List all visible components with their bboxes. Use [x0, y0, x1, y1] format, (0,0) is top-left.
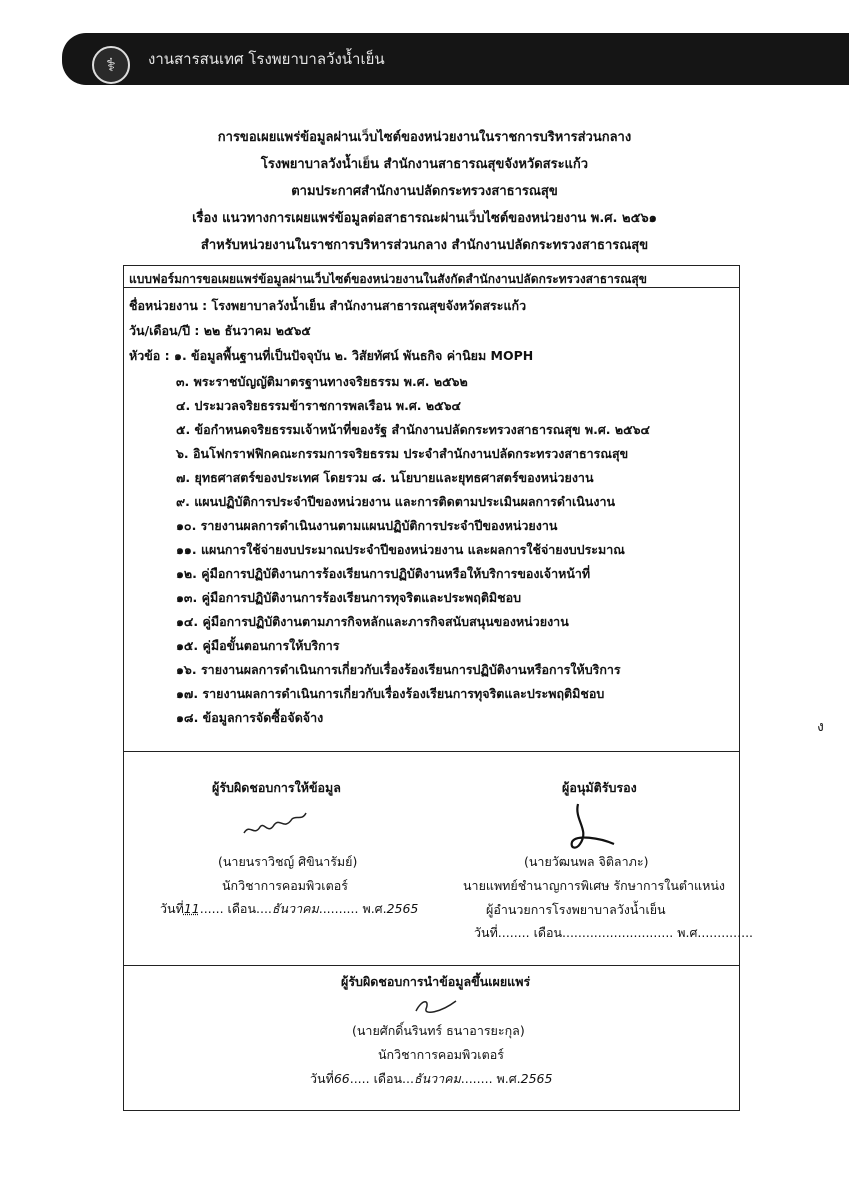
topics-divider [123, 751, 740, 752]
publisher-role: ผู้รับผิดชอบการนำข้อมูลขึ้นเผยแพร่ [341, 974, 531, 989]
left-signature [240, 805, 310, 845]
left-signer-date: วันที่11...... เดือน....ธันวาคม.......... พ.ศ.2565 [160, 901, 419, 916]
heading-line-3: ตามประกาศสำนักงานปลัดกระทรวงสาธารณสุข [291, 184, 558, 199]
banner-title: งานสารสนเทศ โรงพยาบาลวังน้ำเย็น [148, 50, 385, 68]
topic-item: ๕. ข้อกำหนดจริยธรรมเจ้าหน้าที่ของรัฐ สำนักงานปลัดกระทรวงสาธารณสุข พ.ศ. ๒๕๖๔ [176, 422, 651, 437]
signatures-divider [123, 965, 740, 966]
heading-line-2: โรงพยาบาลวังน้ำเย็น สำนักงานสาธารณสุขจังหวัดสระแก้ว [260, 157, 589, 172]
topic-item: ๑๔. คู่มือการปฏิบัติงานตามภารกิจหลักและภารกิจสนับสนุนของหน่วยงาน [176, 614, 569, 629]
hospital-logo-icon: ⚕ [92, 46, 130, 84]
right-signer-role: ผู้อนุมัติรับรอง [562, 780, 637, 795]
heading-line-5: สำหรับหน่วยงานในราชการบริหารส่วนกลาง สำนักงานปลัดกระทรวงสาธารณสุข [200, 238, 649, 253]
scan-mark: ง [817, 719, 824, 735]
topic-item: ๑๗. รายงานผลการดำเนินการเกี่ยวกับเรื่องร้องเรียนการทุจริตและประพฤติมิชอบ [176, 686, 605, 701]
form-title: แบบฟอร์มการขอเผยแพร่ข้อมูลผ่านเว็บไซต์ของหน่วยงานในสังกัดสำนักงานปลัดกระทรวงสาธารณสุข [129, 272, 647, 286]
right-signer-date: วันที่........ เดือน............................ พ.ศ.............. [474, 925, 754, 940]
topic-item: ๔. ประมวลจริยธรรมข้าราชการพลเรือน พ.ศ. ๒๕๖๔ [176, 398, 461, 413]
topic-item: ๑๘. ข้อมูลการจัดซื้อจัดจ้าง [176, 710, 324, 725]
topic-item: ๓. พระราชบัญญัติมาตรฐานทางจริยธรรม พ.ศ. ๒๕๖๒ [176, 374, 468, 389]
publisher-name: (นายศักดิ์นรินทร์ ธนาอารยะกุล) [352, 1023, 525, 1038]
topic-item: ๑๑. แผนการใช้จ่ายงบประมาณประจำปีของหน่วยงาน และผลการใช้จ่ายงบประมาณ [176, 542, 625, 557]
topic-item: ๑๓. คู่มือการปฏิบัติงานการร้องเรียนการทุจริตและประพฤติมิชอบ [176, 590, 522, 605]
topic-item: ๑๐. รายงานผลการดำเนินงานตามแผนปฏิบัติการประจำปีของหน่วยงาน [176, 518, 558, 533]
topic-item: ๑๒. คู่มือการปฏิบัติงานการร้องเรียนการปฏิบัติงานหรือให้บริการของเจ้าหน้าที่ [176, 566, 591, 581]
left-signer-position: นักวิชาการคอมพิวเตอร์ [222, 878, 348, 893]
left-signer-role: ผู้รับผิดชอบการให้ข้อมูล [212, 780, 341, 795]
right-signer-position: นายแพทย์ชำนาญการพิเศษ รักษาการในตำแหน่ง [463, 878, 725, 893]
topic-item: ๑๖. รายงานผลการดำเนินการเกี่ยวกับเรื่องร้องเรียนการปฏิบัติงานหรือการให้บริการ [176, 662, 621, 677]
topic-item: ๑๕. คู่มือขั้นตอนการให้บริการ [176, 638, 340, 653]
topic-item: ๗. ยุทธศาสตร์ของประเทศ โดยรวม ๘. นโยบายและยุทธศาสตร์ของหน่วยงาน [176, 470, 594, 485]
topic-item: ๙. แผนปฏิบัติการประจำปีของหน่วยงาน และการติดตามประเมินผลการดำเนินงาน [176, 494, 616, 509]
unit-name: ชื่อหน่วยงาน : โรงพยาบาลวังน้ำเย็น สำนักงานสาธารณสุขจังหวัดสระแก้ว [129, 298, 527, 313]
publisher-date: วันที่66..... เดือน...ธันวาคม........ พ.ศ.2565 [310, 1071, 553, 1086]
right-signer-name: (นายวัฒนพล จิติลาภะ) [524, 854, 649, 869]
form-date: วัน/เดือน/ปี : ๒๒ ธันวาคม ๒๕๖๕ [129, 323, 311, 338]
right-signature [560, 800, 620, 855]
heading-line-4: เรื่อง แนวทางการเผยแพร่ข้อมูลต่อสาธารณะผ่านเว็บไซต์ของหน่วยงาน พ.ศ. ๒๕๖๑ [192, 211, 657, 226]
topic-item: ๖. อินโฟกราฟฟิกคณะกรรมการจริยธรรม ประจำสำนักงานปลัดกระทรวงสาธารณสุข [176, 446, 629, 461]
publisher-position: นักวิชาการคอมพิวเตอร์ [378, 1047, 504, 1062]
heading-line-1: การขอเผยแพร่ข้อมูลผ่านเว็บไซต์ของหน่วยงานในราชการบริหารส่วนกลาง [217, 130, 632, 145]
publisher-signature [412, 995, 462, 1017]
right-signer-position-2: ผู้อำนวยการโรงพยาบาลวังน้ำเย็น [486, 902, 666, 917]
topic-first: หัวข้อ : ๑. ข้อมูลพื้นฐานที่เป็นปัจจุบัน ๒. วิสัยทัศน์ พันธกิจ ค่านิยม MOPH [129, 348, 534, 363]
left-signer-name: (นายนราวิชญ์ ศิขินารัมย์) [218, 854, 358, 869]
